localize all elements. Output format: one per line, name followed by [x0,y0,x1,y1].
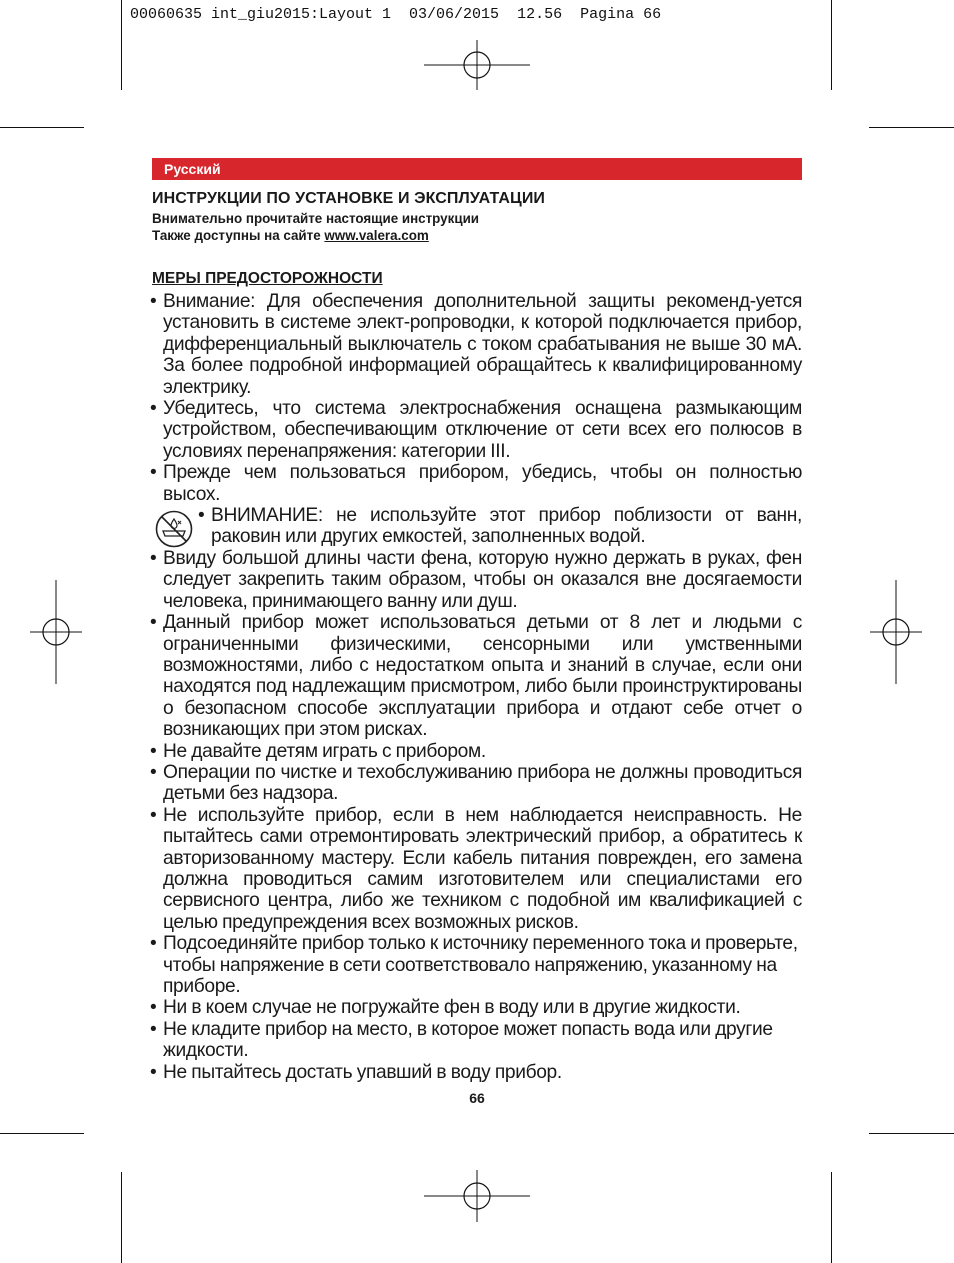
list-item-text: Убедитесь, что система электроснабжения оснащена размыкающим устройством, обеспечивающим отключение от сети всех его полюсов в условиях перенапряжения: категории III. [163,398,802,462]
list-item-text: Ни в коем случае не погружайте фен в воду или в другие жидкости. [163,997,741,1019]
registration-mark-icon [870,580,922,684]
list-item [150,1062,802,1083]
list-item-text: Не пытайтесь достать упавший в воду прибор. [163,1061,562,1083]
bullet: • [150,1018,157,1040]
print-slug: 00060635 int_giu2015:Layout 1 03/06/2015 12.56 Pagina 66 [130,6,662,23]
bullet: • [150,740,157,762]
list-item-text: Ввиду большой длины части фена, которую нужно держать в руках, фен следует закрепить таким образом, чтобы он оказался вне досягаемости человека, принимающего ванну или душ. [163,547,802,612]
section-title: МЕРЫ ПРЕДОСТОРОЖНОСТИ [152,270,383,287]
list-item [150,933,802,997]
crop-mark [831,1172,832,1263]
bullet: • [150,933,157,955]
website-prefix: Также доступны на сайте [152,228,325,243]
subheading: Внимательно прочитайте настоящие инструкции [152,211,480,226]
page-number: 66 [469,1090,485,1106]
crop-mark [831,0,832,90]
list-item-text: Данный прибор может использоваться детьми от 8 лет и людьми с ограниченными физическими, сенсорными или умственными возможностями, либо с недостатком опыта и знаний в случае, если они находятся под надлежащим присмотром, либо были проинструктированы о безопасном способе эксплуатации прибора и отдают себе отчет о возникающих при этом рисках. [163,612,802,741]
bullet: • [150,462,157,484]
crop-mark [121,1172,122,1263]
list-item-text: Операции по чистке и техобслуживанию прибора не должны проводиться детьми без надзора. [163,761,802,805]
registration-mark-icon [424,1170,530,1222]
registration-mark-icon [30,580,82,684]
bullet: • [150,291,157,312]
list-item [150,548,802,612]
list-item-text: Не кладите прибор на место, в которое может попасть вода или другие жидкости. [163,1018,773,1062]
subheading-website [152,228,429,243]
list-item [150,291,802,398]
list-item [150,462,802,505]
list-item [150,612,802,740]
language-bar: Русский [152,158,802,180]
list-item [150,741,802,762]
bullet: • [150,398,157,420]
bullet: • [150,761,157,783]
crop-mark [0,1133,84,1134]
crop-mark [0,127,84,128]
bullet: • [150,547,157,569]
website-link[interactable]: www.valera.com [324,228,429,243]
list-item-text: ВНИМАНИЕ: не используйте этот прибор поблизости от ванн, раковин или других емкостей, заполненных водой. [211,505,802,548]
list-item [150,398,802,462]
list-item [150,805,802,933]
list-item [150,1019,802,1062]
list-item-text: Прежде чем пользоваться прибором, убедись, чтобы он полностью высох. [163,462,802,505]
precautions-list [150,291,802,1083]
list-item-warning [150,505,802,548]
bullet: • [150,612,157,634]
bullet: • [150,1061,157,1083]
registration-mark-icon [424,40,530,90]
bullet: • [150,804,157,826]
list-item [150,762,802,805]
list-item-text: Внимание: Для обеспечения дополнительной защиты рекоменд-уется установить в системе элект-ропроводки, к которой подключается прибор, дифференциальный выключатель с током срабатывания не выше 30 мА. За более подробной информацией обращайтесь к квалифицированному электрику. [163,291,802,398]
list-item [150,997,802,1018]
bullet: • [150,997,157,1019]
bullet: • [198,505,205,527]
crop-mark [869,1133,954,1134]
crop-mark [869,127,954,128]
list-item-text: Не давайте детям играть с прибором. [163,740,486,762]
no-bath-warning-icon [154,509,194,549]
list-item-text: Не используйте прибор, если в нем наблюдается неисправность. Не пытайтесь сами отремонтировать электрический прибор, а обратитесь к авторизованному мастеру. Если кабель питания поврежден, его замена должна проводиться самим изготовителем или специалистами его сервисного центра, либо же техником с подобной им квалификацией с целью предупреждения всех возможных рисков. [163,804,802,933]
page-title: ИНСТРУКЦИИ ПО УСТАНОВКЕ И ЭКСПЛУАТАЦИИ [152,190,546,207]
list-item-text: Подсоединяйте прибор только к источнику переменного тока и проверьте, чтобы напряжение в сети соответствовало напряжению, указанному на приборе. [163,933,798,997]
crop-mark [121,0,122,90]
